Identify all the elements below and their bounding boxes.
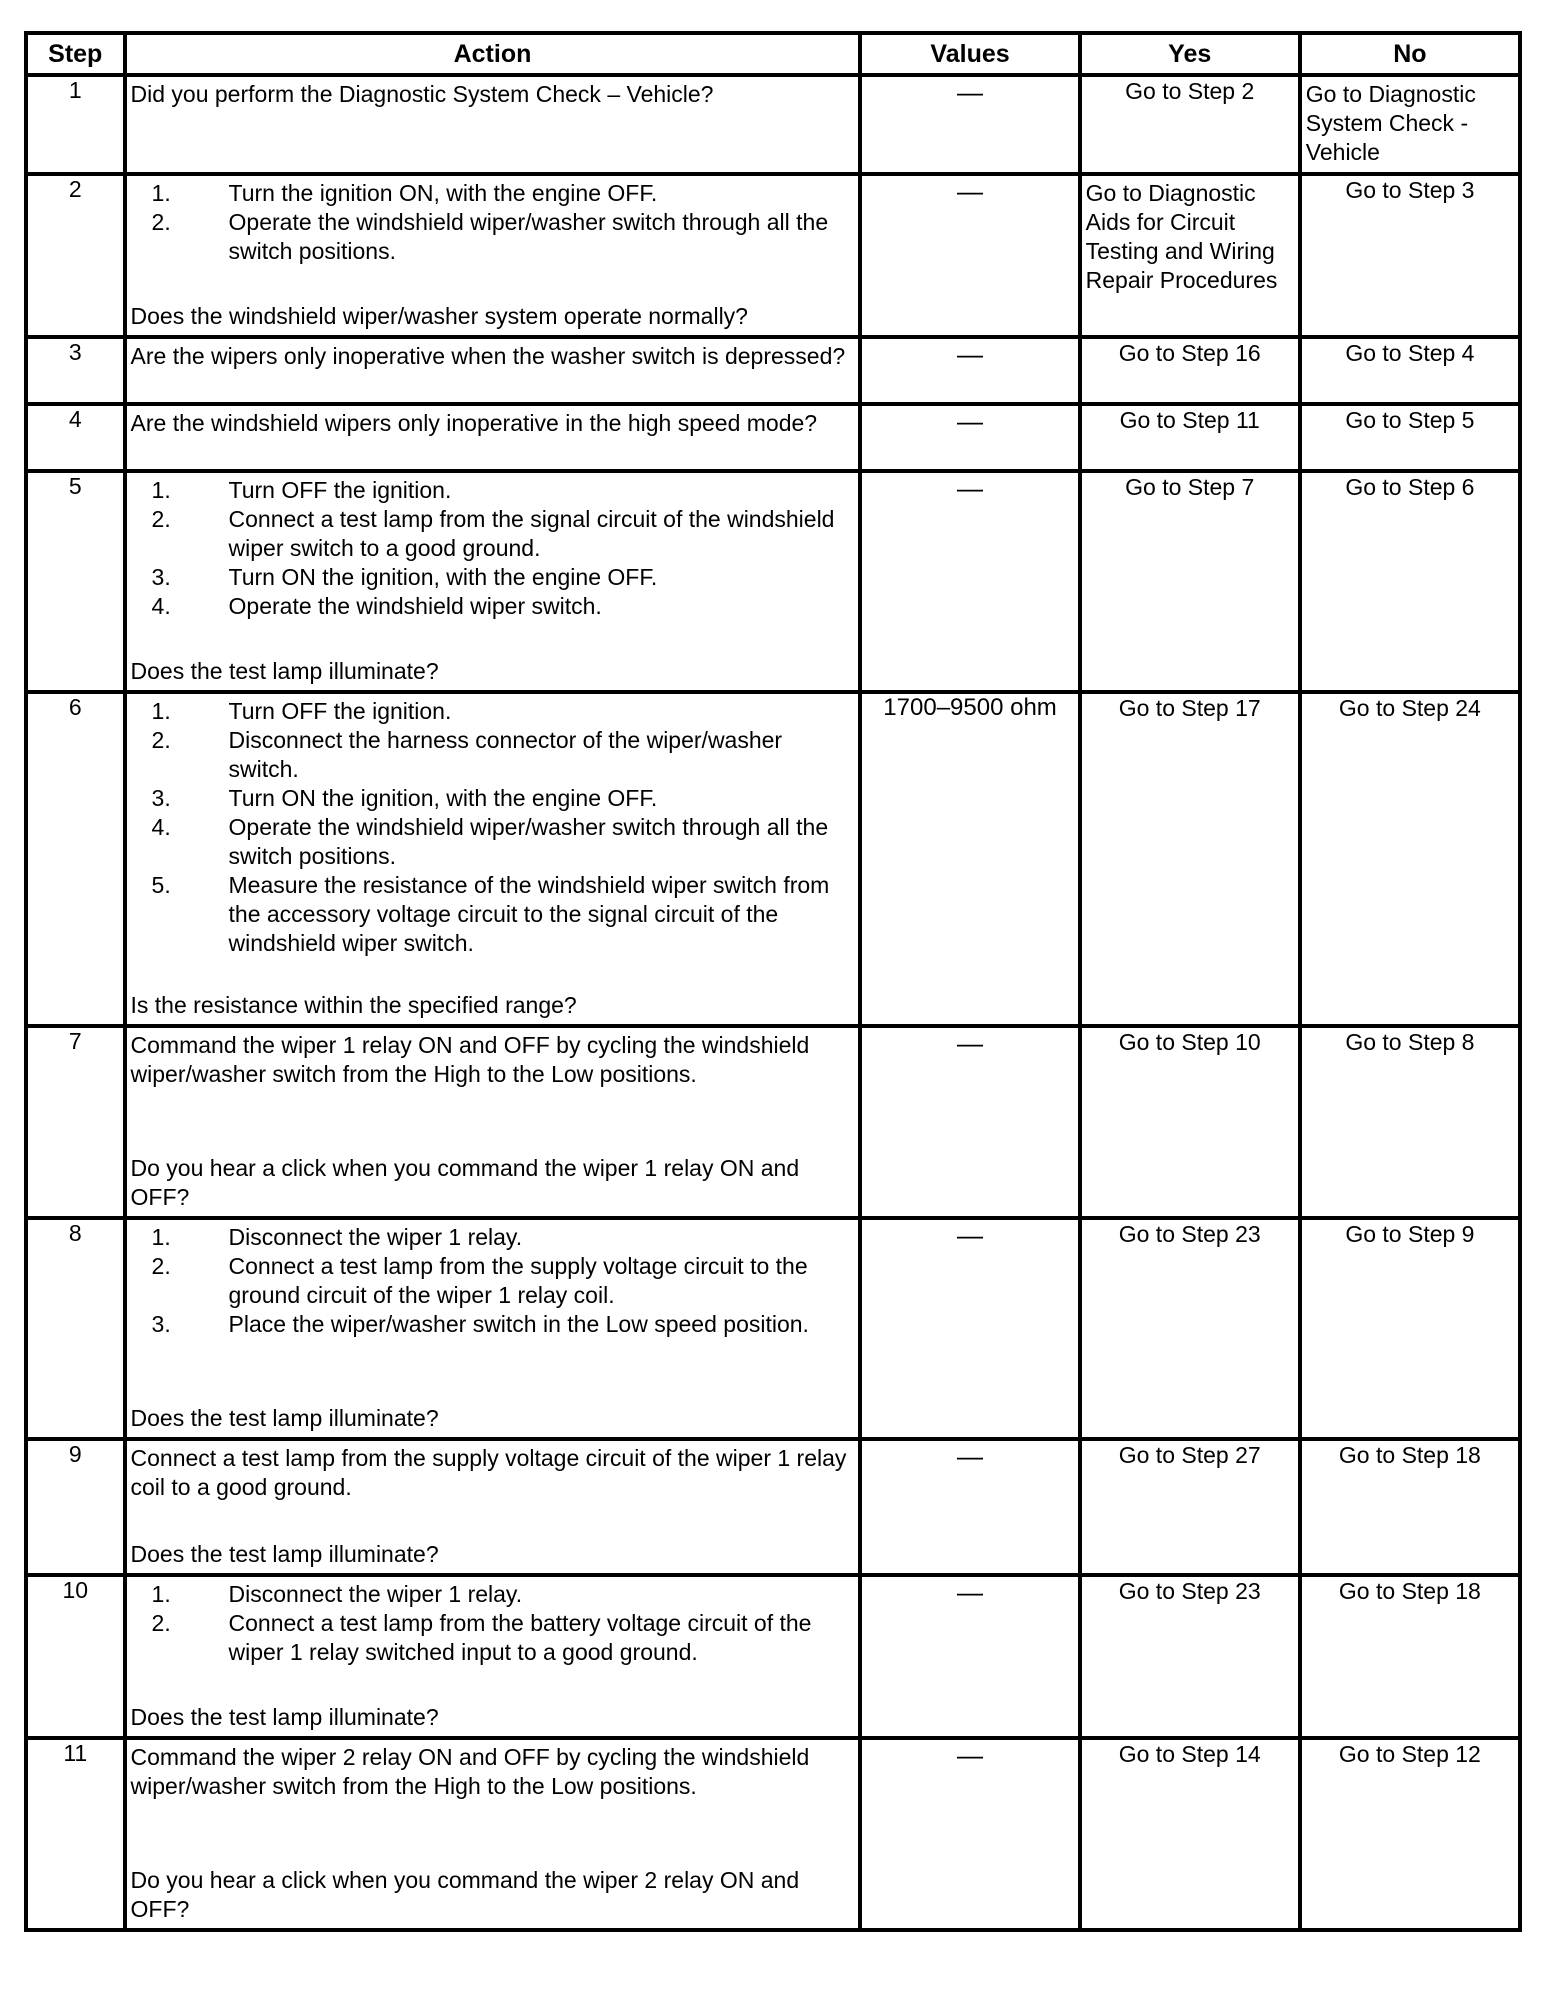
action-step-item: Turn ON the ignition, with the engine OFF. [228, 564, 658, 590]
no-cell [1300, 337, 1520, 404]
action-question: Does the windshield wiper/washer system operate normally? [130, 303, 748, 329]
action-steps-list [131, 179, 855, 266]
action-cell [125, 1439, 861, 1575]
no-goto-link[interactable]: Go to Step 5 [1345, 407, 1475, 433]
action-step-item: Disconnect the wiper 1 relay. [228, 1224, 523, 1250]
action-steps-list [131, 697, 855, 958]
step-number: 2 [26, 174, 125, 337]
yes-cell [1080, 337, 1300, 404]
step-number: 7 [26, 1026, 125, 1218]
yes-cell [1080, 471, 1300, 692]
action-step-item: Turn OFF the ignition. [228, 477, 452, 503]
step-number: 5 [26, 471, 125, 692]
value-text: — [957, 473, 984, 503]
no-goto-link[interactable]: Go to Diagnostic System Check - Vehicle [1305, 81, 1476, 165]
yes-cell [1080, 75, 1300, 174]
action-cell [125, 471, 861, 692]
yes-goto-link[interactable]: Go to Step 11 [1119, 407, 1260, 433]
header-values: Values [860, 33, 1079, 75]
action-question: Does the test lamp illuminate? [130, 1405, 439, 1431]
values-cell [860, 1738, 1079, 1930]
value-text: — [957, 77, 984, 107]
header-row [26, 33, 1520, 75]
header-action: Action [125, 33, 861, 75]
no-goto-link[interactable]: Go to Step 18 [1338, 1578, 1481, 1604]
action-step-item: Operate the windshield wiper/washer switch through all the switch positions. [228, 814, 829, 869]
no-goto-link[interactable]: Go to Step 6 [1345, 474, 1475, 500]
action-step-item: Place the wiper/washer switch in the Low speed position. [228, 1311, 809, 1337]
value-text: — [957, 339, 984, 369]
yes-goto-link[interactable]: Go to Step 16 [1118, 340, 1261, 366]
value-text: — [957, 1028, 984, 1058]
yes-goto-link[interactable]: Go to Step 23 [1118, 1221, 1261, 1247]
no-cell [1300, 1026, 1520, 1218]
yes-goto-link[interactable]: Go to Step 14 [1118, 1741, 1261, 1767]
no-goto-link[interactable]: Go to Step 4 [1345, 340, 1475, 366]
values-cell [860, 337, 1079, 404]
action-question: Do you hear a click when you command the wiper 2 relay ON and OFF? [130, 1867, 800, 1922]
no-goto-link[interactable]: Go to Step 9 [1345, 1221, 1475, 1247]
yes-goto-link[interactable]: Go to Step 27 [1118, 1442, 1261, 1468]
action-cell [125, 1218, 861, 1439]
action-prompt: Command the wiper 2 relay ON and OFF by cycling the windshield wiper/washer switch from the High to the Low positions. [130, 1744, 810, 1799]
table-row [26, 337, 1520, 404]
no-goto-link[interactable]: Go to Step 3 [1345, 177, 1475, 203]
yes-cell [1080, 1439, 1300, 1575]
action-step-item: Disconnect the harness connector of the wiper/washer switch. [228, 727, 783, 782]
values-cell [860, 174, 1079, 337]
no-cell [1300, 471, 1520, 692]
yes-goto-link[interactable]: Go to Diagnostic Aids for Circuit Testing and Wiring Repair Procedures [1085, 180, 1278, 293]
table-row [26, 1738, 1520, 1930]
table-row [26, 692, 1520, 1026]
no-goto-link[interactable]: Go to Step 18 [1338, 1442, 1481, 1468]
values-cell [860, 1575, 1079, 1738]
action-prompt: Connect a test lamp from the supply voltage circuit of the wiper 1 relay coil to a good ground. [130, 1445, 847, 1500]
no-cell [1300, 174, 1520, 337]
action-question: Does the test lamp illuminate? [130, 658, 439, 684]
no-cell [1300, 404, 1520, 471]
yes-cell [1080, 404, 1300, 471]
action-step-item: Turn ON the ignition, with the engine OFF. [228, 785, 658, 811]
header-yes: Yes [1080, 33, 1300, 75]
yes-goto-link[interactable]: Go to Step 7 [1125, 474, 1255, 500]
yes-cell [1080, 1575, 1300, 1738]
yes-goto-link[interactable]: Go to Step 17 [1118, 695, 1261, 721]
yes-cell [1080, 1218, 1300, 1439]
action-cell [125, 692, 861, 1026]
action-cell [125, 174, 861, 337]
action-prompt: Command the wiper 1 relay ON and OFF by cycling the windshield wiper/washer switch from the High to the Low positions. [130, 1032, 810, 1087]
yes-cell [1080, 1026, 1300, 1218]
action-prompt: Are the wipers only inoperative when the washer switch is depressed? [130, 343, 846, 369]
action-step-item: Operate the windshield wiper/washer switch through all the switch positions. [228, 209, 829, 264]
values-cell [860, 404, 1079, 471]
yes-cell [1080, 1738, 1300, 1930]
action-question: Do you hear a click when you command the wiper 1 relay ON and OFF? [130, 1155, 800, 1210]
action-prompt: Did you perform the Diagnostic System Check – Vehicle? [130, 81, 714, 107]
action-step-item: Connect a test lamp from the battery voltage circuit of the wiper 1 relay switched input to a good ground. [228, 1610, 812, 1665]
no-cell [1300, 1218, 1520, 1439]
action-cell [125, 1738, 861, 1930]
yes-goto-link[interactable]: Go to Step 2 [1125, 78, 1255, 104]
values-cell [860, 692, 1079, 1026]
value-text: — [957, 1220, 984, 1250]
no-goto-link[interactable]: Go to Step 8 [1345, 1029, 1475, 1055]
action-steps-list [131, 1223, 855, 1339]
action-steps-list [131, 476, 855, 621]
header-step: Step [26, 33, 125, 75]
action-step-item: Turn OFF the ignition. [228, 698, 452, 724]
action-step-item: Measure the resistance of the windshield wiper switch from the accessory voltage circuit to the signal circuit of the windshield wiper switch. [228, 872, 830, 956]
step-number: 3 [26, 337, 125, 404]
action-steps-list [131, 1580, 855, 1667]
no-goto-link[interactable]: Go to Step 24 [1338, 695, 1481, 721]
values-cell [860, 1026, 1079, 1218]
no-cell [1300, 1439, 1520, 1575]
table-row [26, 1575, 1520, 1738]
action-cell [125, 75, 861, 174]
value-text: — [957, 1577, 984, 1607]
step-number: 8 [26, 1218, 125, 1439]
yes-cell [1080, 174, 1300, 337]
value-text: — [957, 1740, 984, 1770]
yes-cell [1080, 692, 1300, 1026]
table-row [26, 471, 1520, 692]
action-step-item: Turn the ignition ON, with the engine OFF. [228, 180, 658, 206]
table-row [26, 174, 1520, 337]
action-step-item: Connect a test lamp from the supply voltage circuit to the ground circuit of the wiper 1 relay coil. [228, 1253, 808, 1308]
action-cell [125, 1575, 861, 1738]
action-prompt: Are the windshield wipers only inoperative in the high speed mode? [130, 410, 818, 436]
table-row [26, 75, 1520, 174]
no-cell [1300, 692, 1520, 1026]
action-question: Does the test lamp illuminate? [130, 1704, 439, 1730]
yes-goto-link[interactable]: Go to Step 10 [1118, 1029, 1261, 1055]
value-text: — [957, 1441, 984, 1471]
action-cell [125, 1026, 861, 1218]
action-cell [125, 337, 861, 404]
action-step-item: Disconnect the wiper 1 relay. [228, 1581, 523, 1607]
table-row [26, 404, 1520, 471]
table-row [26, 1218, 1520, 1439]
step-number: 4 [26, 404, 125, 471]
action-question: Is the resistance within the specified range? [130, 992, 577, 1018]
diagnostic-table [24, 31, 1522, 1932]
step-number: 10 [26, 1575, 125, 1738]
step-number: 1 [26, 75, 125, 174]
table-row [26, 1026, 1520, 1218]
step-number: 9 [26, 1439, 125, 1575]
no-cell [1300, 1575, 1520, 1738]
step-number: 11 [26, 1738, 125, 1930]
table-row [26, 1439, 1520, 1575]
header-no: No [1300, 33, 1520, 75]
yes-goto-link[interactable]: Go to Step 23 [1118, 1578, 1261, 1604]
values-cell [860, 75, 1079, 174]
value-text: 1700–9500 ohm [883, 694, 1057, 721]
no-cell [1300, 75, 1520, 174]
values-cell [860, 1218, 1079, 1439]
value-text: — [957, 406, 984, 436]
action-question: Does the test lamp illuminate? [130, 1541, 439, 1567]
action-step-item: Connect a test lamp from the signal circuit of the windshield wiper switch to a good ground. [228, 506, 835, 561]
values-cell [860, 1439, 1079, 1575]
no-goto-link[interactable]: Go to Step 12 [1338, 1741, 1481, 1767]
values-cell [860, 471, 1079, 692]
action-step-item: Operate the windshield wiper switch. [228, 593, 602, 619]
value-text: — [957, 176, 984, 206]
action-cell [125, 404, 861, 471]
step-number: 6 [26, 692, 125, 1026]
no-cell [1300, 1738, 1520, 1930]
